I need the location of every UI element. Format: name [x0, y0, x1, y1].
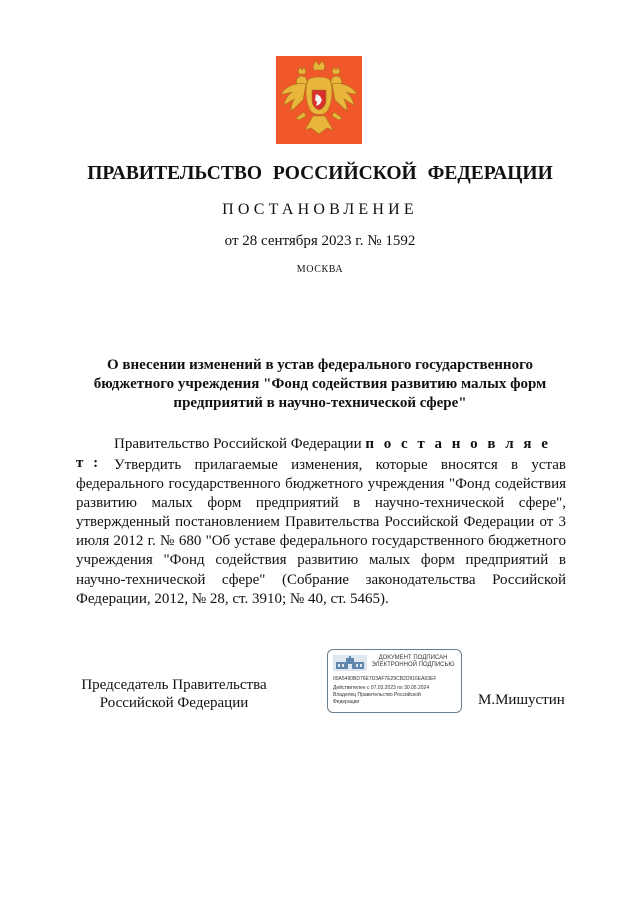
stamp-owner-line1: Владелец Правительство Российской [333, 692, 421, 698]
stamp-owner-line2: Федерации [333, 699, 360, 705]
stamp-title-line1: ДОКУМЕНТ ПОДПИСАН [378, 655, 448, 661]
body-paragraph: Утвердить прилагаемые изменения, которые вносятся в устав федерального государственного бюджетного учреждения "Фонд содействия развитию малых форм предприятий в научно-технической сфере", утвержденный постановлением Правительства Российской Федерации от 3 июля 2012 г. № 680 "Об уставе федерального государственного бюджетного учреждения "Фонд содействия развитию малых форм предприятий в научно-технической сфере" (Собрание законодательства Российской Федерации, 2012, № 28, ст. 3910; № 40, ст. 5465). [76, 457, 566, 607]
e-signature-stamp [327, 649, 462, 713]
signer-name: М.Мишустин [478, 692, 565, 708]
stamp-title [368, 655, 458, 669]
document-type: ПОСТАНОВЛЕНИЕ [222, 201, 418, 218]
decree-word: п о с т а н о в л я е т : [76, 436, 551, 471]
government-building-icon [333, 655, 367, 671]
signer-position-line1: Председатель Правительства [81, 677, 267, 693]
document-subject: О внесении изменений в устав федерального государственного бюджетного учреждения "Фонд содействия развитию малых форм предприятий в научно-технической сфере" [93, 357, 547, 411]
preamble-text: Правительство Российской Федерации [114, 436, 362, 452]
coat-of-arms-icon [276, 56, 362, 144]
signer-position [76, 676, 272, 712]
government-title: ПРАВИТЕЛЬСТВО РОССИЙСКОЙ ФЕДЕРАЦИИ [87, 163, 553, 184]
document-date-number: от 28 сентября 2023 г. № 1592 [224, 233, 416, 249]
signer-position-line2: Российской Федерации [99, 695, 249, 711]
stamp-title-line2: ЭЛЕКТРОННОЙ ПОДПИСЬЮ [371, 662, 455, 668]
stamp-validity: Действителен с 07.03.2023 по 30.05.2024 [333, 685, 430, 691]
stamp-certificate: 00A5490BD76E7D3AF7E29CB2D916EA03EF [333, 676, 437, 682]
document-city: МОСКВА [296, 264, 344, 275]
